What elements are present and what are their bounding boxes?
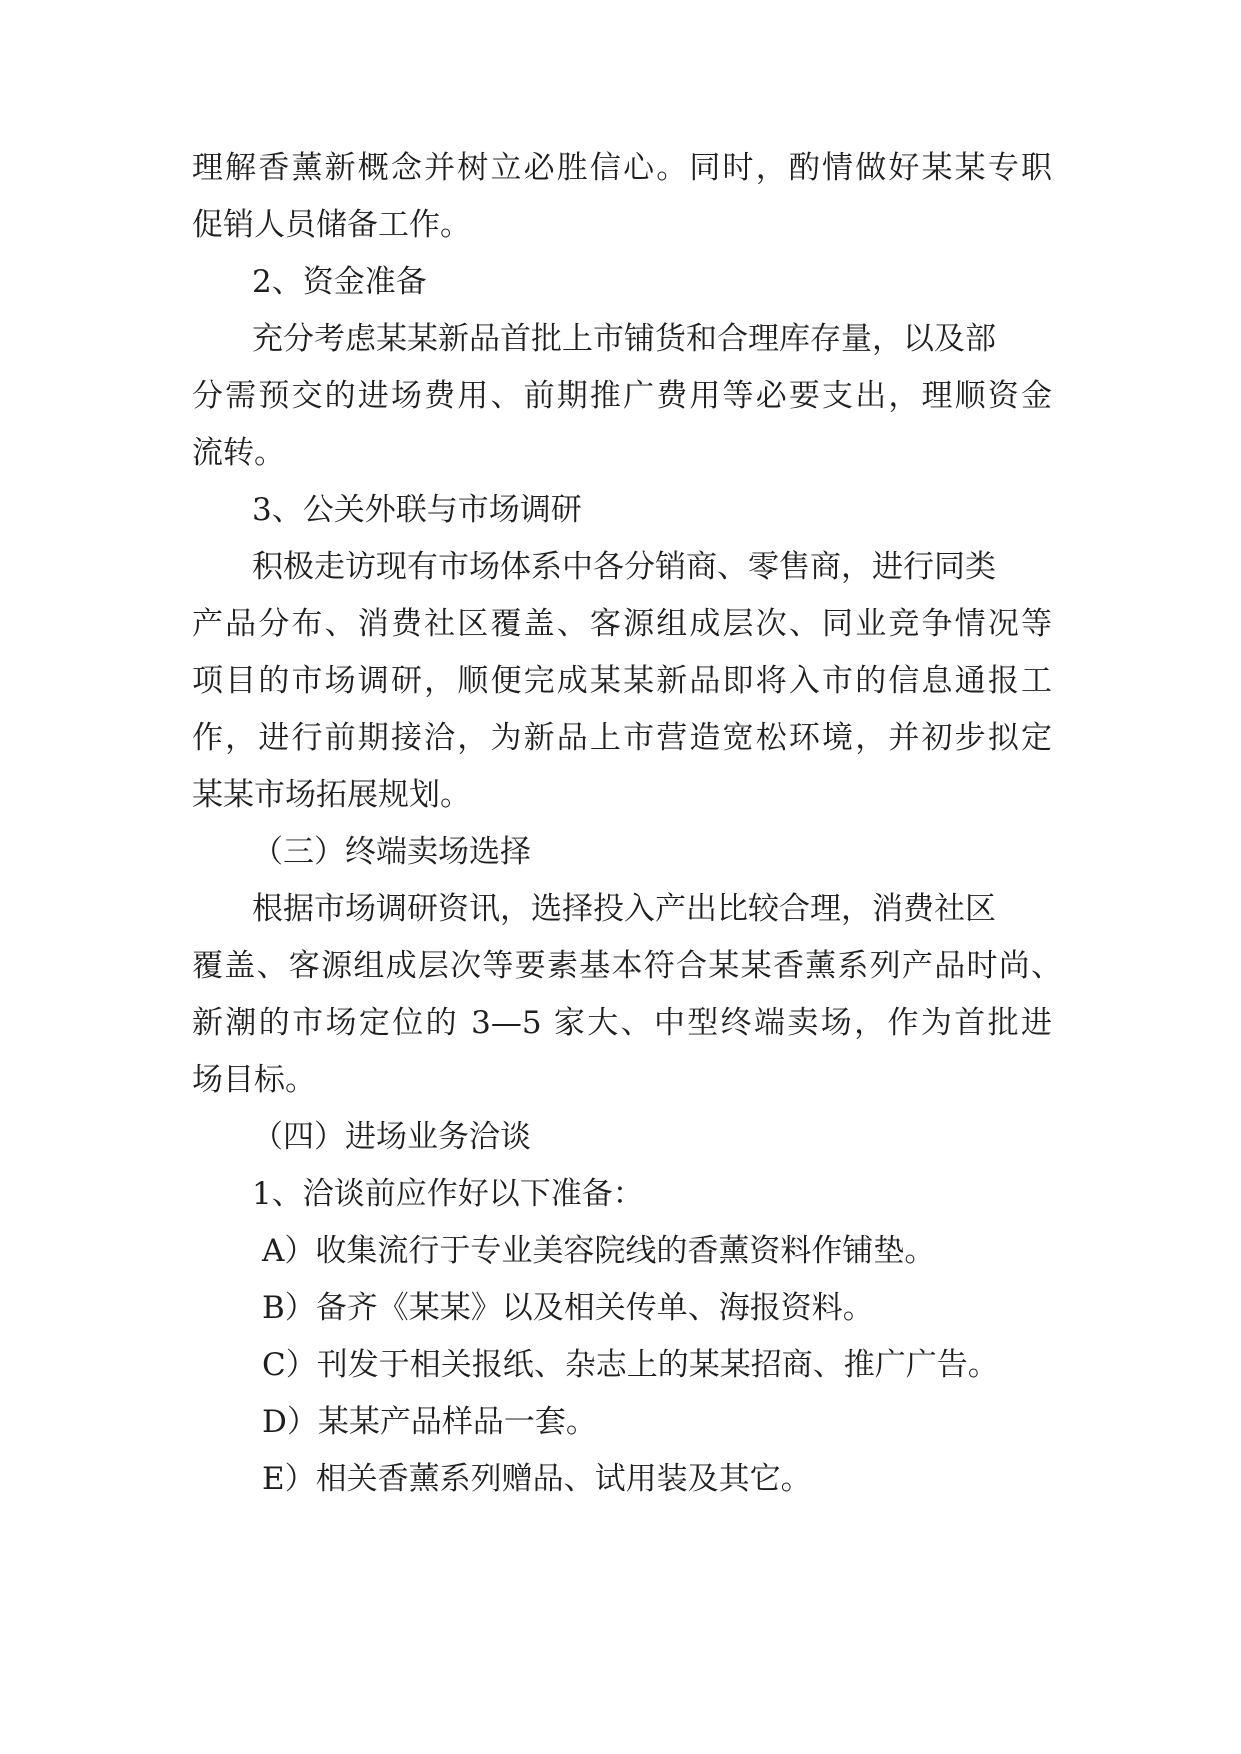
section-heading: （三）终端卖场选择: [252, 834, 531, 870]
body-text-line: 根据市场调研资讯，选择投入产出比较合理，消费社区: [252, 891, 996, 927]
section-heading: （四）进场业务洽谈: [252, 1119, 531, 1155]
body-text-line: 作，进行前期接洽，为新品上市营造宽松环境，并初步拟定: [192, 720, 1052, 756]
list-item: B）备齐《某某》以及相关传单、海报资料。: [262, 1290, 874, 1326]
body-text-line: 理解香薰新概念并树立必胜信心。同时，酌情做好某某专职: [192, 150, 1052, 186]
section-heading: 3、公关外联与市场调研: [252, 492, 582, 528]
body-text-line: 项目的市场调研，顺便完成某某新品即将入市的信息通报工: [192, 663, 1052, 699]
body-text-line: 充分考虑某某新品首批上市铺货和合理库存量，以及部: [252, 321, 996, 357]
body-text-line: 促销人员储备工作。: [192, 207, 471, 243]
list-item: D）某某产品样品一套。: [262, 1404, 597, 1440]
section-heading: 1、洽谈前应作好以下准备：: [252, 1176, 644, 1212]
body-text-line: 分需预交的进场费用、前期推广费用等必要支出，理顺资金: [192, 378, 1052, 414]
section-heading: 2、资金准备: [252, 264, 427, 300]
body-text-line: 流转。: [192, 435, 285, 471]
body-text-line: 某某市场拓展规划。: [192, 777, 471, 813]
body-text-line: 积极走访现有市场体系中各分销商、零售商，进行同类: [252, 549, 996, 585]
list-item: C）刊发于相关报纸、杂志上的某某招商、推广广告。: [262, 1347, 999, 1383]
body-text-line: 场目标。: [192, 1062, 316, 1098]
body-text-line: 覆盖、客源组成层次等要素基本符合某某香薰系列产品时尚、: [192, 948, 1062, 984]
list-item: E）相关香薰系列赠品、试用装及其它。: [262, 1461, 812, 1497]
body-text-line: 产品分布、消费社区覆盖、客源组成层次、同业竞争情况等: [192, 606, 1052, 642]
list-item: A）收集流行于专业美容院线的香薰资料作铺垫。: [262, 1233, 936, 1269]
body-text-line: 新潮的市场定位的 3—5 家大、中型终端卖场，作为首批进: [192, 1005, 1052, 1041]
